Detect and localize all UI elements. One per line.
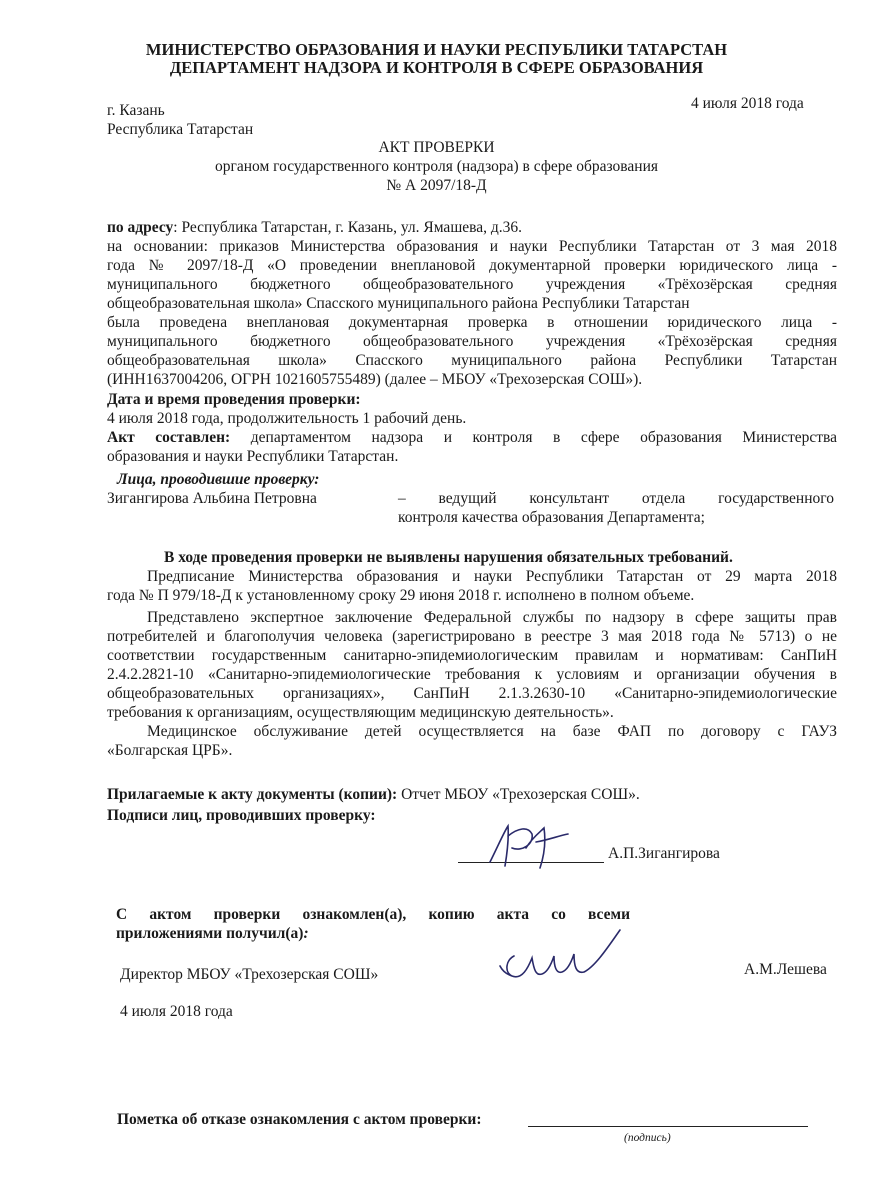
region: Республика Татарстан <box>107 121 254 138</box>
inspector-position: – ведущий консультант отдела государственного <box>398 490 834 507</box>
inspection-line: была проведена внеплановая документарная проверка в отношении юридического лица - <box>107 314 837 331</box>
inspector-signature-name: А.П.Зигангирова <box>608 845 720 862</box>
para1-line: Предписание Министерства образования и науки Республики Татарстан от 29 марта 2018 <box>147 568 837 585</box>
datetime-label: Дата и время проведения проверки: <box>107 391 361 408</box>
composed-line-2: образования и науки Республики Татарстан. <box>107 448 399 465</box>
act-title: АКТ ПРОВЕРКИ <box>378 139 495 156</box>
composed-paragraph <box>107 428 837 466</box>
attached-documents <box>107 785 640 804</box>
para2-line: Представлено экспертное заключение Федеральной службы по надзору в сфере защиты прав <box>147 609 837 626</box>
act-subtitle: органом государственного контроля (надзора) в сфере образования <box>214 158 659 175</box>
inspector-signature <box>478 818 578 872</box>
acquainted-line: С актом проверки ознакомлен(а), копию акта со всеми <box>116 906 630 923</box>
signatures-label: Подписи лиц, проводивших проверку: <box>107 807 376 824</box>
inspector-position-2: контроля качества образования Департамента; <box>398 509 705 526</box>
para2-line: потребителей и благополучия человека (зарегистрировано в реестре 3 мая 2018 года № 5713) о не <box>107 628 837 645</box>
address-line <box>107 218 522 237</box>
medical-paragraph <box>107 722 837 760</box>
act-number: № А 2097/18-Д <box>386 177 487 194</box>
attached-value: Отчет МБОУ «Трехозерская СОШ». <box>397 786 640 803</box>
acquainted-colon: : <box>303 925 309 942</box>
para3-line: Медицинское обслуживание детей осуществляется на базе ФАП по договору с ГАУЗ <box>147 723 837 740</box>
para2-line: общеобразовательных организациях», СанПиН 2.1.3.2630-10 «Санитарно-эпидемиологические <box>107 685 837 702</box>
city: г. Казань <box>107 102 165 119</box>
composed-text: департаментом надзора и контроля в сфере образования Министерства <box>230 429 837 446</box>
para2-line: 2.4.2.2821-10 «Санитарно-эпидемиологические требования к условиям и организации обучения в <box>107 666 837 683</box>
acquainted-line-2 <box>116 924 309 943</box>
inspection-paragraph <box>107 313 837 389</box>
address-value: : Республика Татарстан, г. Казань, ул. Ямашева, д.36. <box>173 219 523 236</box>
basis-line: года № 2097/18-Д «О проведении внеплановой документарной проверки юридического лица - <box>107 257 837 274</box>
act-date: 4 июля 2018 года <box>691 95 804 112</box>
department-title: ДЕПАРТАМЕНТ НАДЗОРА И КОНТРОЛЯ В СФЕРЕ ОБРАЗОВАНИЯ <box>169 58 704 77</box>
para2-line: требования к организациям, осуществляющим медицинскую деятельность». <box>107 704 614 721</box>
composed-label: Акт составлен: <box>107 429 231 446</box>
basis-line: общеобразовательная школа» Спасского муниципального района Республики Татарстан <box>107 295 690 312</box>
datetime-value: 4 июля 2018 года, продолжительность 1 рабочий день. <box>107 410 467 427</box>
director-name: А.М.Лешева <box>744 961 827 978</box>
inspector-name: Зигангирова Альбина Петровна <box>107 490 317 507</box>
inspection-line: муниципального бюджетного общеобразовательного учреждения «Трёхозёрская средняя <box>107 333 837 350</box>
para2-line: соответствии государственным санитарно-эпидемиологическим правилам и нормативам: СанПиН <box>107 647 837 664</box>
refusal-signature-line <box>528 1126 808 1127</box>
basis-line: на основании: приказов Министерства образования и науки Республики Татарстан от 3 мая 2018 <box>107 238 837 255</box>
para1-line: года № П 979/18-Д к установленному сроку 29 июня 2018 г. исполнено в полном объеме. <box>107 587 695 604</box>
prescription-paragraph <box>107 567 837 605</box>
address-label: по адресу <box>107 219 174 236</box>
expert-paragraph <box>107 608 837 722</box>
attached-label: Прилагаемые к акту документы (копии): <box>107 786 398 803</box>
basis-paragraph <box>107 237 837 313</box>
refusal-label: Пометка об отказе ознакомления с актом проверки: <box>117 1111 482 1128</box>
director-signature <box>492 926 632 990</box>
sign-date: 4 июля 2018 года <box>120 1003 233 1020</box>
result-statement: В ходе проведения проверки не выявлены нарушения обязательных требований. <box>164 549 733 566</box>
para3-line: «Болгарская ЦРБ». <box>107 742 233 759</box>
inspection-line: (ИНН1637004206, ОГРН 1021605755489) (далее – МБОУ «Трехозерская СОШ»). <box>107 371 643 388</box>
composed-line <box>107 428 837 447</box>
refusal-caption: (подпись) <box>624 1132 671 1144</box>
director-title: Директор МБОУ «Трехозерская СОШ» <box>120 966 379 983</box>
inspectors-label: Лица, проводившие проверку: <box>117 471 320 488</box>
inspection-line: общеобразовательная школа» Спасского муниципального района Республики Татарстан <box>107 352 837 369</box>
basis-line: муниципального бюджетного общеобразовательного учреждения «Трёхозёрская средняя <box>107 276 837 293</box>
acquainted-text: приложениями получил(а) <box>116 925 304 942</box>
ministry-title: МИНИСТЕРСТВО ОБРАЗОВАНИЯ И НАУКИ РЕСПУБЛИКИ ТАТАРСТАН <box>145 40 728 59</box>
